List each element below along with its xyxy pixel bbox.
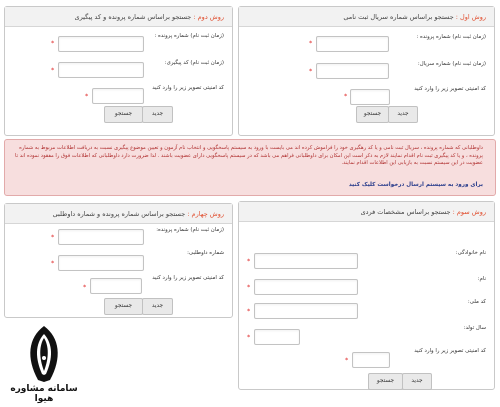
file-number-input[interactable]	[58, 36, 144, 52]
search-panel-serial	[238, 6, 495, 136]
birth-year-label: سال تولد:	[463, 325, 486, 331]
search-panel-candidate	[4, 203, 233, 318]
nib-icon	[4, 324, 84, 386]
method-label: روش اول :	[455, 13, 486, 21]
captcha-input[interactable]	[92, 88, 144, 104]
search-button[interactable]: جستجو	[368, 373, 403, 390]
required-marker: *	[309, 39, 313, 47]
required-marker: *	[309, 67, 313, 75]
refresh-button[interactable]: جدید	[142, 298, 173, 315]
file-number-input[interactable]	[316, 36, 389, 52]
first-name-label: نام:	[477, 276, 486, 282]
captcha-input[interactable]	[350, 89, 390, 105]
refresh-button[interactable]: جدید	[388, 106, 418, 123]
required-marker: *	[85, 92, 89, 100]
method-label: روش چهارم :	[187, 210, 224, 218]
notice-text: داوطلبانی که شماره پرونده ، سریال ثبت نامی و یا کد رهگیری خود را فراموش کرده اند می بایست با ورود به سیستم پاسخگویی و انتخاب نام آزمون و تعیین موضوع پیگیری نسبت به دریافت اطلاعات مربوط به شماره پرونده ، و یا کد پیگیری ثبت نام اقدام نمایند لازم به ذکر است این امکان برای داوطلبانی فراهم می باشد که در سیستم پاسخگویی دارای عضویت باشند . لذا ضرورت دارد داوطلبانی که اطلاعات فوق را مفقود نموده اند تا عضویت در این سیستم نسبت به بازیابی این اطلاعات اقدام نمایند.	[15, 145, 483, 166]
serial-number-label: (زمان ثبت نام) شماره سریال:	[417, 61, 486, 67]
panel-title: جستجو براساس مشخصات فردی	[360, 208, 451, 216]
required-marker: *	[83, 283, 87, 291]
tracking-code-label: (زمان ثبت نام) کد پیگیری:	[164, 60, 224, 66]
file-number-input[interactable]	[58, 229, 144, 245]
captcha-label: کد امنیتی تصویر زیر را وارد کنید	[152, 275, 224, 281]
search-button[interactable]: جستجو	[104, 298, 143, 315]
refresh-button[interactable]: جدید	[402, 373, 432, 390]
search-button[interactable]: جستجو	[356, 106, 389, 123]
required-marker: *	[51, 259, 55, 267]
captcha-input[interactable]	[352, 352, 390, 368]
captcha-label: کد امنیتی تصویر زیر را وارد کنید	[152, 85, 224, 91]
birth-year-input[interactable]	[254, 329, 300, 345]
required-marker: *	[247, 283, 251, 291]
candidate-number-input[interactable]	[58, 255, 144, 271]
panel-title: جستجو براساس شماره پرونده و کد پیگیری	[74, 13, 192, 21]
method-label: روش سوم :	[452, 208, 486, 216]
hiva-logo	[4, 324, 84, 404]
search-panel-tracking	[4, 6, 233, 136]
last-name-label: نام خانوادگی:	[455, 250, 486, 256]
candidate-number-label: شماره داوطلبی:	[187, 250, 224, 256]
panel-title: جستجو براساس شماره پرونده و شماره داوطلبی	[52, 210, 186, 218]
first-name-input[interactable]	[254, 279, 358, 295]
tracking-code-input[interactable]	[58, 62, 144, 78]
national-id-label: کد ملی:	[467, 299, 486, 305]
watermark-text: سامانه مشاوره هیوا	[10, 384, 78, 404]
captcha-label: کد امنیتی تصویر زیر را وارد کنید	[414, 348, 486, 354]
file-number-label: (زمان ثبت نام) شماره پرونده :	[416, 34, 486, 40]
required-marker: *	[247, 257, 251, 265]
required-marker: *	[344, 92, 348, 100]
panel-title: جستجو براساس شماره سریال ثبت نامی	[343, 13, 454, 21]
national-id-input[interactable]	[254, 303, 358, 319]
file-number-label: (زمان ثبت نام) شماره پرونده :	[154, 33, 224, 39]
serial-number-input[interactable]	[316, 63, 389, 79]
refresh-button[interactable]: جدید	[142, 106, 173, 123]
required-marker: *	[247, 333, 251, 341]
notice-box	[4, 139, 496, 196]
method-label: روش دوم :	[193, 13, 224, 21]
file-number-label: (زمان ثبت نام) شماره پرونده:	[156, 227, 224, 233]
search-panel-personal	[238, 201, 495, 390]
panel-header	[5, 204, 232, 224]
search-button[interactable]: جستجو	[104, 106, 143, 123]
required-marker: *	[51, 233, 55, 241]
required-marker: *	[51, 66, 55, 74]
panel-header	[5, 7, 232, 27]
panel-header	[239, 202, 494, 222]
request-link[interactable]: برای ورود به سیستم ارسال درخواست کلیک کنید	[348, 182, 483, 188]
panel-header	[239, 7, 494, 27]
captcha-label: کد امنیتی تصویر زیر را وارد کنید	[414, 86, 486, 92]
required-marker: *	[247, 307, 251, 315]
required-marker: *	[345, 356, 349, 364]
last-name-input[interactable]	[254, 253, 358, 269]
captcha-input[interactable]	[90, 278, 142, 294]
required-marker: *	[51, 39, 55, 47]
